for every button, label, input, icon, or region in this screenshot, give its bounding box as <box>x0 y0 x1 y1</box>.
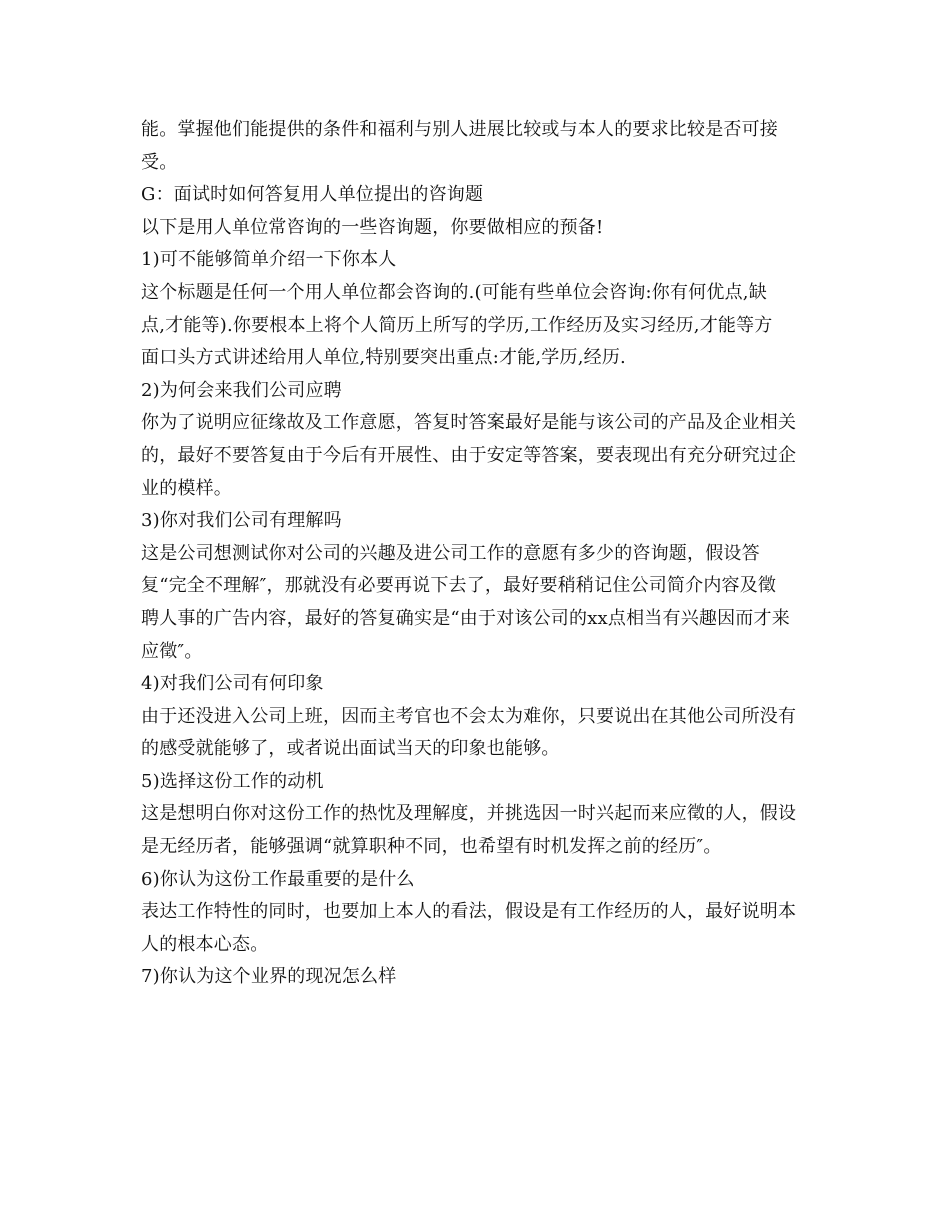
text-line: 业的模样。 <box>141 477 232 499</box>
text-line: 是无经历者，能够强调“就算职种不同，也希望有时机发挥之前的经历″。 <box>141 836 722 858</box>
text-line: 人的根本心态。 <box>141 933 269 955</box>
question-heading: 3)你对我们公司有理解吗 <box>141 510 342 532</box>
text-line: 应徵″。 <box>141 640 203 662</box>
text-line: 这个标题是任何一个用人单位都会咨询的.(可能有些单位会咨询:你有何优点,缺 <box>141 281 767 303</box>
section-heading: G：面试时如何答复用人单位提出的咨询题 <box>141 184 484 206</box>
question-heading: 2)为何会来我们公司应聘 <box>141 379 342 401</box>
text-line: 这是想明白你对这份工作的热忱及理解度，并挑选因一时兴起而来应徵的人，假设 <box>141 803 797 825</box>
text-line: 点,才能等).你要根本上将个人简历上所写的学历,工作经历及实习经历,才能等方 <box>141 314 773 336</box>
text-line: 以下是用人单位常咨询的一些咨询题，你要做相应的预备! <box>141 216 604 238</box>
text-line: 面口头方式讲述给用人单位,特别要突出重点:才能,学历,经历. <box>141 347 626 369</box>
text-line: 聘人事的广告内容，最好的答复确实是“由于对该公司的xx点相当有兴趣因而才来 <box>141 607 790 629</box>
text-line: 的感受就能够了，或者说出面试当天的印象也能够。 <box>141 738 560 760</box>
text-line: 能。掌握他们能提供的条件和福利与别人进展比较或与本人的要求比较是否可接 <box>141 119 778 140</box>
text-line: 受。 <box>141 151 178 173</box>
text-line: 的，最好不要答复由于今后有开展性、由于安定等答案，要表现出有充分研究过企 <box>141 444 797 466</box>
text-line: 复“完全不理解″，那就没有必要再说下去了，最好要稍稍记住公司简介内容及徵 <box>141 575 777 597</box>
question-heading: 4)对我们公司有何印象 <box>141 673 324 695</box>
document-body <box>141 114 813 994</box>
text-line: 由于还没进入公司上班，因而主考官也不会太为难你，只要说出在其他公司所没有 <box>141 705 797 727</box>
text-line: 表达工作特性的同时，也要加上本人的看法，假设是有工作经历的人，最好说明本 <box>141 901 797 923</box>
question-heading: 1)可不能够简单介绍一下你本人 <box>141 249 397 271</box>
question-heading: 5)选择这份工作的动机 <box>141 770 324 792</box>
text-line: 这是公司想测试你对公司的兴趣及进公司工作的意愿有多少的咨询题，假设答 <box>141 542 760 564</box>
question-heading: 7)你认为这个业界的现况怎么样 <box>141 966 397 988</box>
question-heading: 6)你认为这份工作最重要的是什么 <box>141 868 415 890</box>
text-line: 你为了说明应征缘故及工作意愿，答复时答案最好是能与该公司的产品及企业相关 <box>141 412 797 434</box>
